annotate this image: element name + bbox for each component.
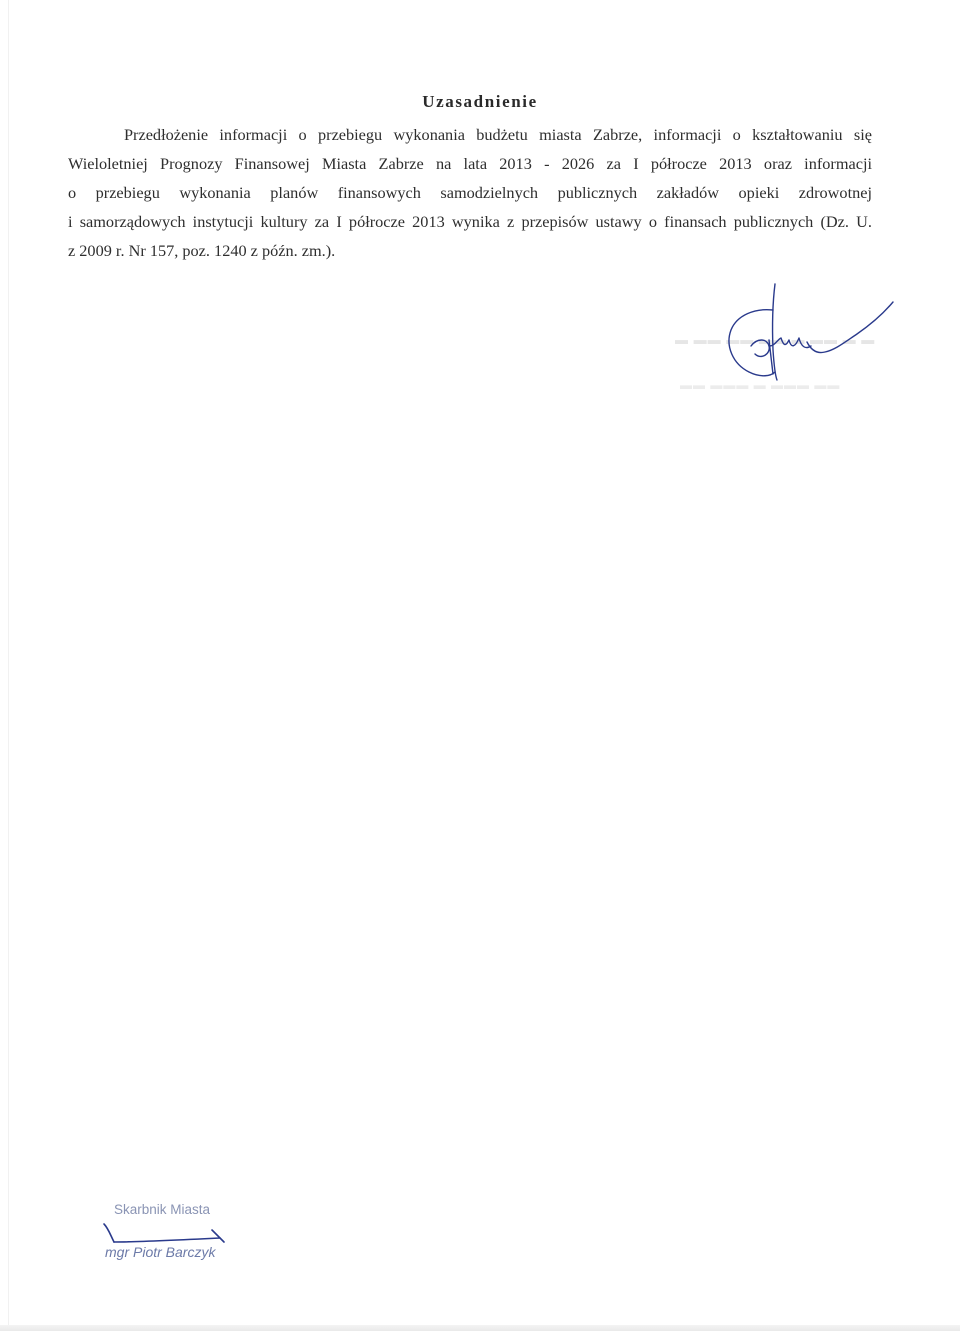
- justification-paragraph: [68, 120, 872, 265]
- stamp-role: Skarbnik Miasta: [114, 1202, 211, 1217]
- treasurer-stamp: [100, 1200, 260, 1272]
- handwritten-signature: [665, 280, 900, 410]
- scan-left-edge: [8, 0, 9, 1331]
- stamp-name: mgr Piotr Barczyk: [105, 1244, 216, 1260]
- faded-stamp-text: ▬ ▬▬ ▬▬ ▬▬ ▬ ▬▬ ▬ ▬: [675, 332, 876, 347]
- paragraph-line-5: z 2009 r. Nr 157, poz. 1240 z późn. zm.).: [68, 241, 336, 260]
- scan-bottom-edge: [0, 1325, 960, 1331]
- paragraph-line-3: o przebiegu wykonania planów finansowych samodzielnych publicznych zakładów opieki zdrowotnej: [68, 183, 872, 202]
- faded-stamp-text-lower: ▬▬ ▬▬▬ ▬ ▬▬▬ ▬▬: [680, 378, 841, 392]
- paragraph-line-1: Przedłożenie informacji o przebiegu wykonania budżetu miasta Zabrze, informacji o kształtowaniu się: [124, 125, 872, 144]
- paragraph-line-2: Wieloletniej Prognozy Finansowej Miasta Zabrze na lata 2013 - 2026 za I półrocze 2013 oraz informacji: [68, 154, 872, 173]
- paragraph-line-4: i samorządowych instytucji kultury za I półrocze 2013 wynika z przepisów ustawy o finansach publicznych (Dz. U.: [68, 212, 872, 231]
- document-title: Uzasadnienie: [422, 92, 538, 111]
